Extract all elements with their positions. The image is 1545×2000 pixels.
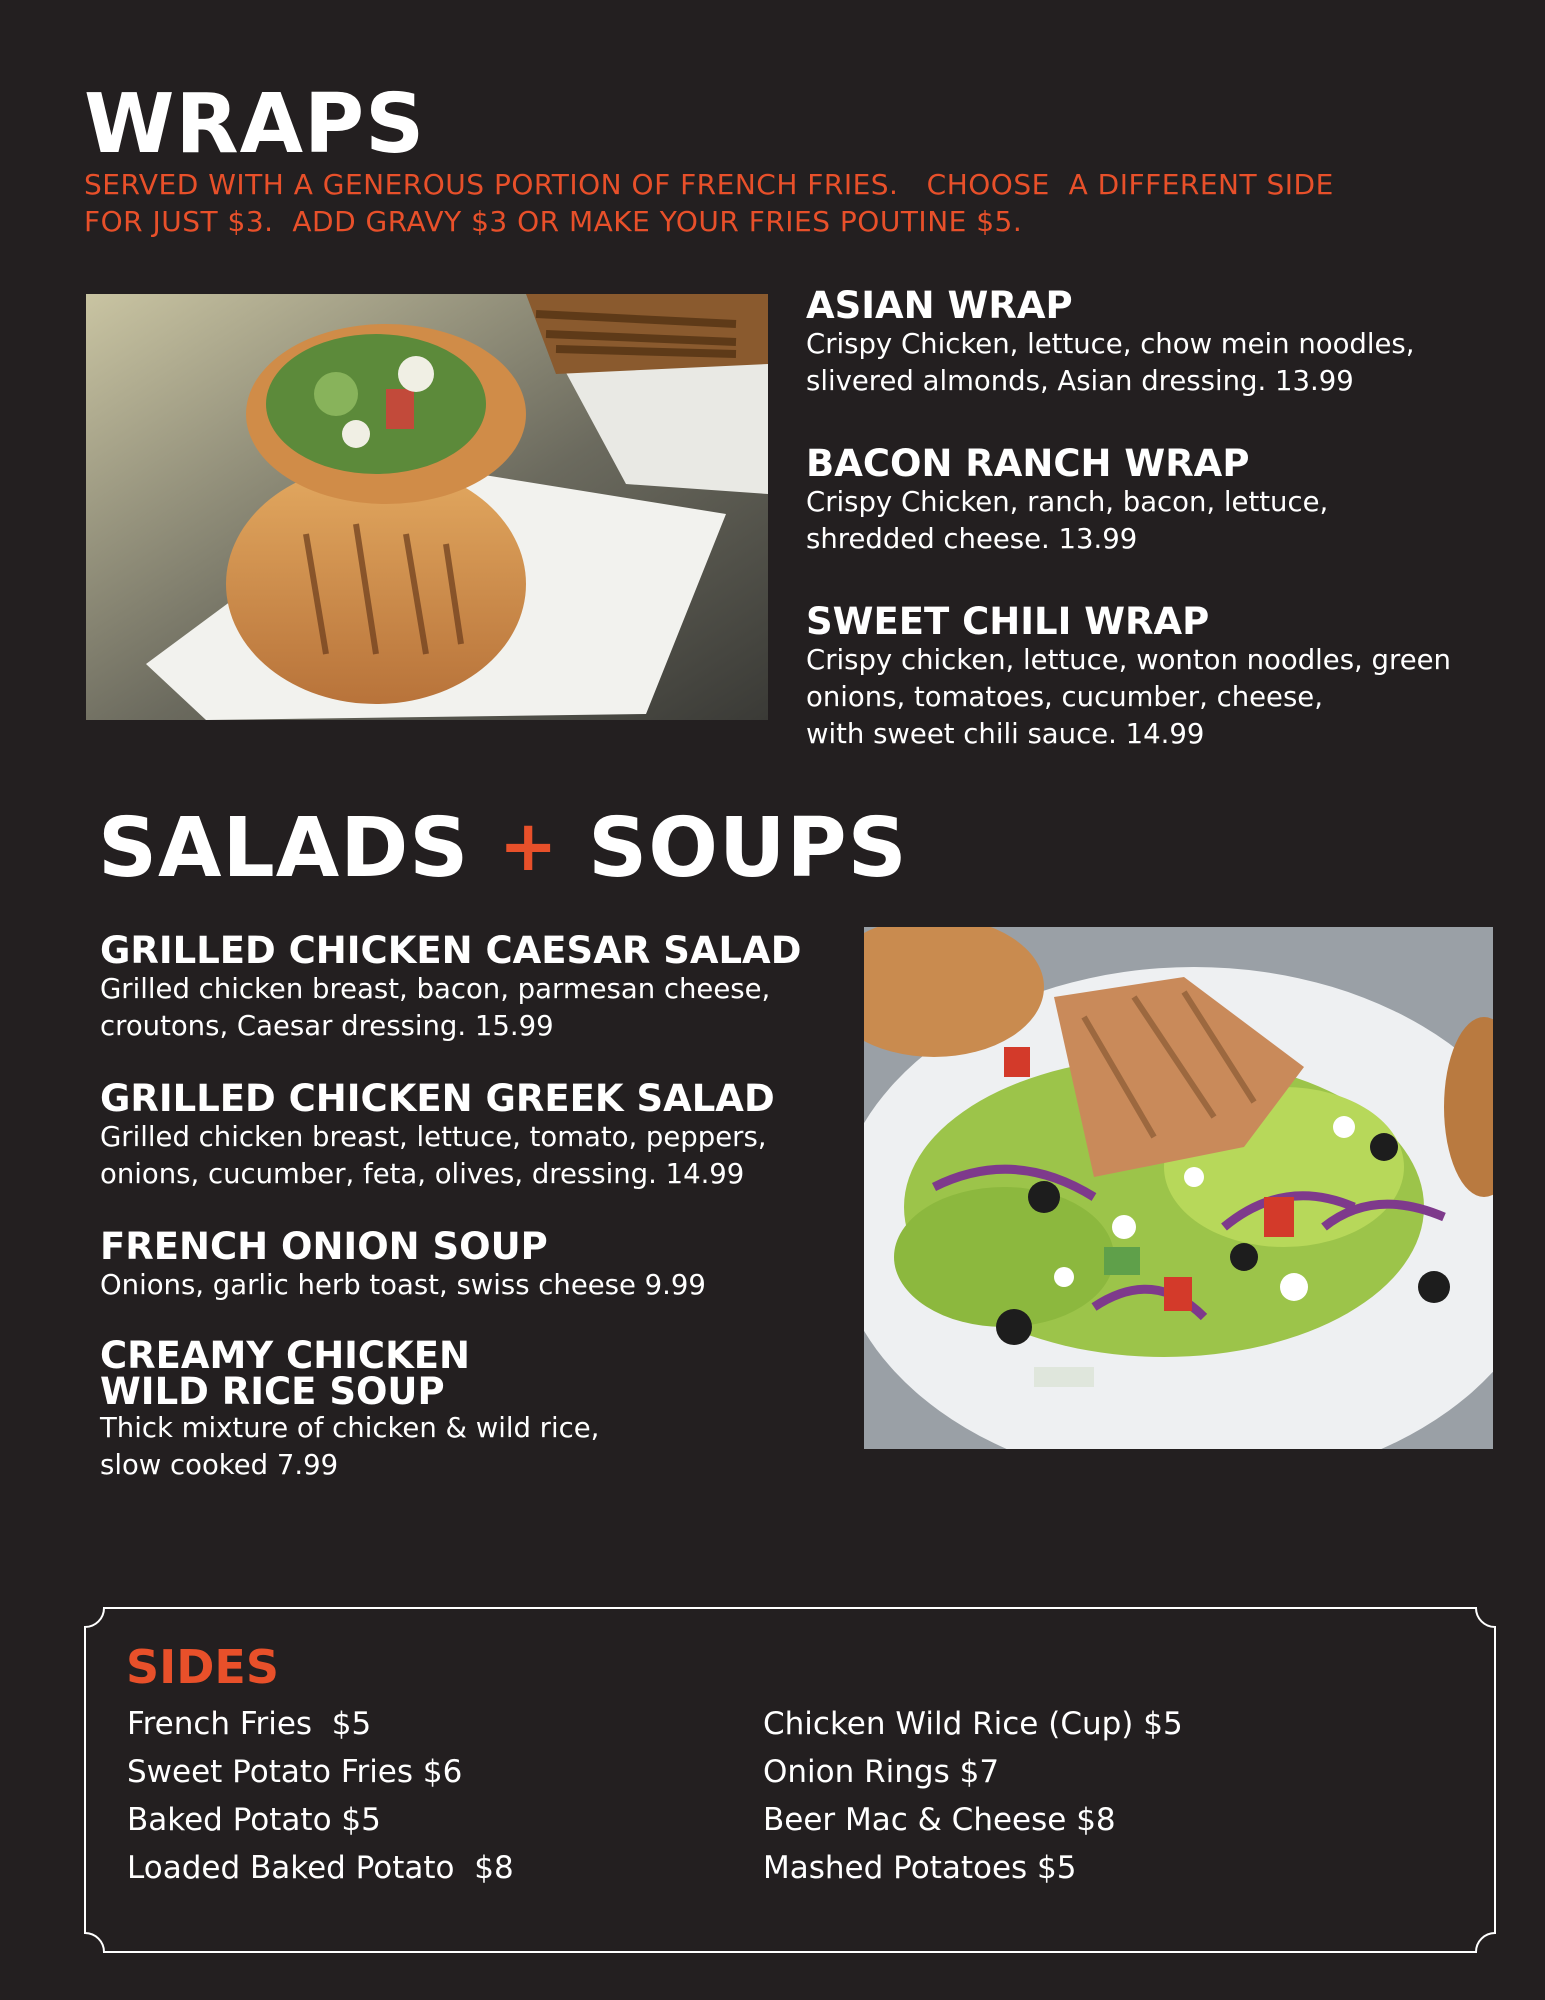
soup-item-name-line: CREAMY CHICKEN [100,1334,470,1377]
side-item: Baked Potato $5 [127,1802,381,1838]
sides-left-column [127,1700,514,1892]
side-item: Sweet Potato Fries $6 [127,1754,463,1790]
soups-heading-word: SOUPS [588,801,908,896]
soup-item-french-onion [100,1227,706,1304]
salad-item-desc-line: Grilled chicken breast, bacon, parmesan cheese, [100,973,771,1005]
wrap-item-bacon-ranch [806,444,1328,558]
salad-item-name: GRILLED CHICKEN CAESAR SALAD [100,929,802,972]
wrap-item-desc-line: Crispy Chicken, ranch, bacon, lettuce, [806,486,1329,518]
wrap-item-desc-line: shredded cheese. 13.99 [806,523,1138,555]
salad-photo [864,927,1493,1449]
soup-item-name-line: WILD RICE SOUP [100,1370,445,1413]
soup-item-name: FRENCH ONION SOUP [100,1225,548,1268]
sides-right-column [763,1700,1183,1892]
soup-item-desc-line: Onions, garlic herb toast, swiss cheese 9.99 [100,1269,706,1301]
side-item: Onion Rings $7 [763,1754,1000,1790]
wrap-item-asian [806,286,1414,400]
salad-item-caesar [100,931,801,1045]
wraps-note-line-1: SERVED WITH A GENEROUS PORTION OF FRENCH FRIES. CHOOSE A DIFFERENT SIDE [84,168,1334,201]
wrap-item-name: SWEET CHILI WRAP [806,600,1210,643]
side-item: French Fries $5 [127,1706,372,1742]
soup-item-desc-line: slow cooked 7.99 [100,1449,339,1481]
wrap-item-name: BACON RANCH WRAP [806,442,1250,485]
sides-heading: SIDES [126,1640,279,1694]
side-item: Beer Mac & Cheese $8 [763,1802,1116,1838]
soup-item-wild-rice [100,1334,600,1484]
salad-photo-illustration [864,927,1493,1449]
soup-item-desc-line: Thick mixture of chicken & wild rice, [100,1412,600,1444]
wrap-item-desc-line: with sweet chili sauce. 14.99 [806,718,1205,750]
wrap-item-desc-line: Crispy chicken, lettuce, wonton noodles, green [806,644,1451,676]
wraps-note-line-2: FOR JUST $3. ADD GRAVY $3 OR MAKE YOUR FRIES POUTINE $5. [84,205,1023,238]
wraps-note [84,166,1504,240]
wrap-item-desc-line: onions, tomatoes, cucumber, cheese, [806,681,1323,713]
wraps-heading: WRAPS [84,77,426,172]
side-item: Mashed Potatoes $5 [763,1850,1077,1886]
salad-item-name: GRILLED CHICKEN GREEK SALAD [100,1077,775,1120]
wrap-item-desc-line: Crispy Chicken, lettuce, chow mein noodles, [806,328,1415,360]
side-item: Loaded Baked Potato $8 [127,1850,514,1886]
salad-item-desc-line: croutons, Caesar dressing. 15.99 [100,1010,554,1042]
salad-item-desc-line: onions, cucumber, feta, olives, dressing. 14.99 [100,1158,745,1190]
wrap-photo-illustration [86,294,768,720]
plus-sign: + [498,805,559,887]
salad-item-greek [100,1079,775,1193]
wrap-photo [86,294,768,720]
wrap-item-name: ASIAN WRAP [806,284,1073,327]
salad-item-desc-line: Grilled chicken breast, lettuce, tomato, peppers, [100,1121,767,1153]
wrap-item-sweet-chili [806,602,1451,753]
salads-soups-heading [98,801,908,896]
wrap-item-desc-line: slivered almonds, Asian dressing. 13.99 [806,365,1354,397]
salads-heading-word: SALADS [98,801,470,896]
side-item: Chicken Wild Rice (Cup) $5 [763,1706,1183,1742]
